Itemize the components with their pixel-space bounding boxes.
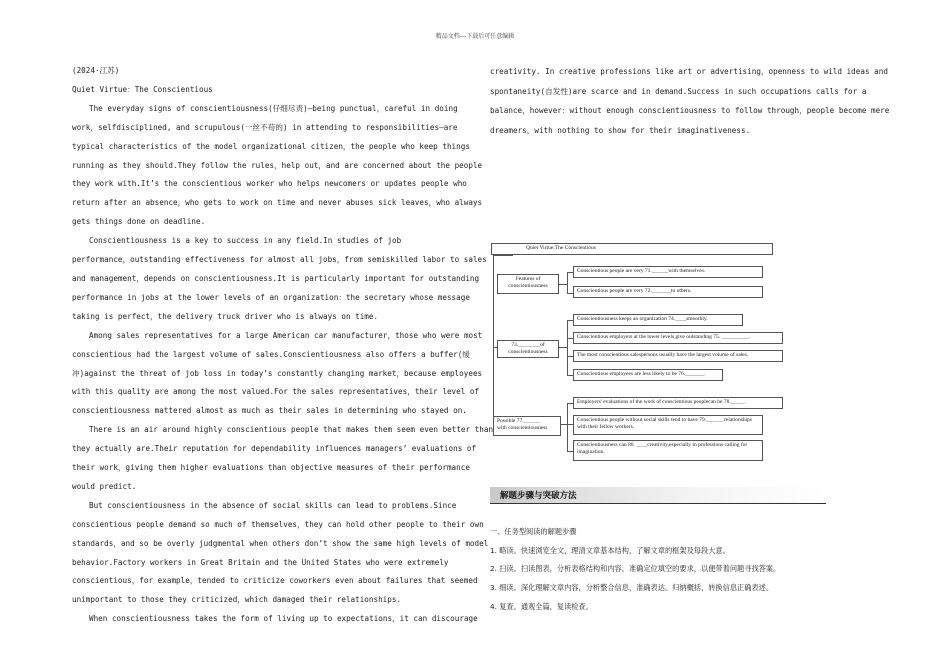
diagram-group-importance xyxy=(497,340,559,358)
diagram-item: The most conscientious salespersons usually have the largest volume of sales. xyxy=(573,350,783,362)
passage-line: performance in jobs at the lower levels of an organization：the secretary whose message xyxy=(72,292,470,302)
diagram-branch-line xyxy=(567,320,568,375)
passage-line: The everyday signs of conscientiousness(仔细尽责)—being punctual，careful in doing xyxy=(89,103,458,113)
passage-left-column xyxy=(72,62,494,629)
section-banner xyxy=(490,487,826,504)
passage-line: 冲)against the threat of job loss in today’s constantly changing market，because employees xyxy=(72,368,483,378)
passage-line: their work，giving them higher evaluations than objective measures of their performance xyxy=(72,463,470,473)
steps-heading: 一、任务型阅读的解题步骤 xyxy=(490,527,577,536)
diagram-branch-line xyxy=(567,272,568,293)
diagram-item: Employers' evaluations of the work of conscientious peoplecan be 78._____. xyxy=(573,397,783,409)
diagram-item: Conscientious people are very 71.______with themselves. xyxy=(573,266,763,278)
diagram-title xyxy=(491,243,773,255)
diagram-connector xyxy=(559,284,567,285)
diagram-trunk-line xyxy=(493,255,494,417)
passage-line: conscientious，for example，tended to criticize coworkers even about failures that seemed xyxy=(72,576,478,586)
passage-right-column xyxy=(490,62,890,140)
diagram-group-label: conscientiousness xyxy=(508,283,548,289)
passage-line: performance，outstanding effectiveness for almost all jobs，from semiskilled labor to sales xyxy=(72,255,487,265)
task-diagram xyxy=(491,243,791,468)
passage-line: But conscientiousness in the absence of social skills can lead to problems.Since xyxy=(89,500,457,510)
diagram-item: Conscientiousness keeps an organization 74.____smoothly. xyxy=(573,314,743,326)
passage-line: (2024·江苏) xyxy=(72,66,120,75)
passage-line: Conscientiousness is a key to success in any field.In studies of job xyxy=(89,236,402,246)
diagram-group-label: Features of xyxy=(515,276,541,282)
passage-line: conscientiousness mattered almost as much as their sales in determining who stayed on. xyxy=(72,406,467,416)
diagram-item: Conscientious people without social skills tend to have 79.______ relationships with their fellow workers. xyxy=(573,415,763,435)
diagram-item: Conscientious employees are less likely to be 76._______. xyxy=(573,369,723,381)
passage-line: There is an air around highly conscientious people that makes them seem even better than xyxy=(89,425,494,435)
passage-line: and management，depends on conscientiousness.It is particularly important for outstanding xyxy=(72,273,480,283)
passage-line: conscientious people demand so much of themselves，they can hold other people to their own xyxy=(72,519,484,529)
passage-line: dreamers，with nothing to show for their imaginativeness. xyxy=(490,125,751,135)
passage-line: return after an absence，who gets to work on time and never abuses sick leaves，who always xyxy=(72,198,483,208)
diagram-group-label: Possible 77.______ xyxy=(497,418,541,424)
passage-line: conscientious had the largest volume of sales.Conscientiousness also offers a buffer(缓 xyxy=(72,349,470,359)
passage-title: Quiet Virtue：The Conscientious xyxy=(72,84,213,94)
passage-line: they work with.It’s the conscientious worker who helps newcomers or updates people who xyxy=(72,179,467,189)
step-item: 1. 略读。快速浏览全文，理清文章基本结构，了解文章的框架及每段大意。 xyxy=(490,545,730,555)
diagram-item: Conscientious employers at the lower levels give outstanding 75. __________. xyxy=(573,332,783,344)
passage-line: with this quality are among the most valued.For the sales representatives，their level of xyxy=(72,387,480,397)
step-item: 3. 细读。深化理解文章内容，分析整合信息，准确表达。归纳概括，转换信息正确表述。 xyxy=(490,583,774,593)
page-header: 精品文档---下载后可任意编辑 xyxy=(435,33,515,40)
passage-line: work，selfdisciplined, and scrupulous(一丝不苟的) in attending to responsibilities—are xyxy=(72,122,458,132)
passage-line: behavior.Factory workers in Great Britain and the United States who were extremely xyxy=(72,557,449,567)
diagram-connector xyxy=(493,255,513,256)
steps-list xyxy=(490,523,850,617)
diagram-item: Conscientiousness can 80. ____creativity,especially in professions calling for imagination. xyxy=(573,440,763,461)
diagram-item: Conscientious people are very 72._______to others. xyxy=(573,286,763,298)
diagram-title-text: Quiet Virtue:The Conscientious xyxy=(526,245,596,251)
passage-line: they actually are.Their reputation for dependability influences managers’ evaluations of xyxy=(72,444,477,454)
passage-line: running as they should.They follow the rules，help out，and are concerned about the people xyxy=(72,160,483,170)
passage-line: standards，and so be overly judgmental when others don’t show the same high levels of model xyxy=(72,538,489,548)
diagram-group-label: 73.________of xyxy=(511,342,545,348)
diagram-branch-line xyxy=(567,403,568,451)
diagram-group-label: with conscientiousness xyxy=(497,425,548,431)
passage-line: would predict. xyxy=(72,481,137,491)
passage-line: Among sales representatives for a large American car manufacturer，those who were most xyxy=(89,330,483,340)
passage-line: When conscientiousness takes the form of living up to expectations，it can discourage xyxy=(89,614,478,624)
passage-line: typical characteristics of the model organizational citizen，the people who keep things xyxy=(72,141,470,151)
passage-line: unimportant to those they criticized，which damaged their relationships. xyxy=(72,595,402,605)
passage-line: balance，however：without enough conscientiousness to follow through，people become mere xyxy=(490,106,890,115)
diagram-group-problems xyxy=(493,416,561,436)
diagram-group-label: conscientiousness xyxy=(508,349,548,355)
passage-line: taking is perfect，the delivery truck driver who is always on time. xyxy=(72,311,379,321)
diagram-connector xyxy=(559,347,567,348)
diagram-group-features xyxy=(497,274,559,294)
passage-line: creativity. In creative professions like art or advertising，openness to wild ideas and xyxy=(490,67,888,76)
step-item: 2. 扫读。扫读图表，分析表格结构和内容，准确定位填空的要求，以便带着问题寻找答案。 xyxy=(490,564,781,574)
section-title: 解题步骤与突破方法 xyxy=(500,491,577,501)
passage-line: spontaneity(自发性)are scarce and in demand.Success in such occupations calls for a xyxy=(490,86,867,96)
passage-line: gets things done on deadline. xyxy=(72,217,206,227)
step-item: 4. 复查。通观全篇，复读检查。 xyxy=(490,601,593,611)
